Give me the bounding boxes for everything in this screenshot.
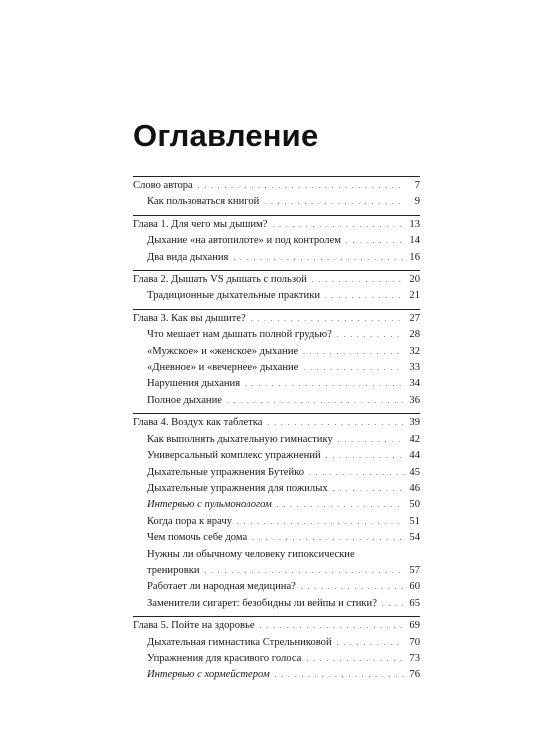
toc-page-number: 69 <box>409 620 420 632</box>
toc-entry-title: Два вида дыхания <box>147 251 229 263</box>
toc-section <box>133 616 420 684</box>
toc-entry-title: Традиционные дыхательные практики <box>147 290 321 302</box>
toc-section <box>133 413 420 612</box>
dot-leader <box>260 618 404 634</box>
dot-leader <box>337 327 404 343</box>
toc-page-number: 14 <box>409 235 420 247</box>
toc-entry-title: Полное дыхание <box>147 394 222 406</box>
dot-leader <box>301 579 404 595</box>
toc-entry-title: «Дневное» и «вечернее» дыхание <box>147 362 299 374</box>
toc-page-number: 60 <box>409 581 420 593</box>
toc-subentry[interactable] <box>133 233 420 249</box>
toc-page-number: 39 <box>409 417 420 429</box>
dot-leader <box>309 465 404 481</box>
dot-leader <box>233 250 404 266</box>
toc-subentry[interactable] <box>133 288 420 304</box>
toc-entry-title: Дыхательные упражнения для пожилых <box>147 482 328 494</box>
toc-entry-title: Интервью с пульмонологом <box>147 499 272 511</box>
dot-leader <box>252 530 404 546</box>
toc-page-number: 7 <box>414 180 420 191</box>
toc-entry-title: Интервью с хормейстером <box>147 669 270 681</box>
toc-page-number: 13 <box>409 218 420 230</box>
toc-subentry[interactable] <box>133 579 420 595</box>
toc-page-number: 21 <box>409 290 420 302</box>
toc-page-number: 33 <box>409 362 420 374</box>
toc-entry-title: Когда пора к врачу <box>147 515 233 527</box>
dot-leader <box>227 393 404 409</box>
table-of-contents <box>133 176 420 688</box>
toc-entry-title: Глава 3. Как вы дышите? <box>133 312 246 324</box>
toc-page-number: 36 <box>409 394 420 406</box>
dot-leader <box>245 376 404 392</box>
dot-leader <box>306 651 404 667</box>
toc-entry-title: Что мешает нам дышать полной грудью? <box>147 329 332 341</box>
dot-leader <box>338 432 404 448</box>
dot-leader <box>382 596 404 612</box>
toc-page-number: 76 <box>409 669 420 681</box>
toc-entry-title: Работает ли народная медицина? <box>147 581 296 593</box>
toc-entry-title: Универсальный комплекс упражнений <box>147 450 321 462</box>
toc-subentry[interactable] <box>133 667 420 683</box>
toc-page-number: 42 <box>409 433 420 445</box>
dot-leader <box>303 344 404 360</box>
toc-subentry[interactable] <box>133 651 420 667</box>
toc-entry-title: Как пользоваться книгой <box>147 196 260 208</box>
toc-chapter-entry[interactable] <box>133 217 420 233</box>
toc-page-number: 73 <box>409 652 420 664</box>
toc-subentry[interactable] <box>133 344 420 360</box>
dot-leader <box>277 497 404 513</box>
dot-leader <box>325 288 404 304</box>
toc-subentry[interactable] <box>133 563 420 579</box>
dot-leader <box>333 481 404 497</box>
dot-leader <box>312 272 404 288</box>
toc-entry-title: Слово автора <box>133 180 193 191</box>
toc-page-number: 46 <box>409 482 420 494</box>
dot-leader <box>303 360 404 376</box>
toc-page-number: 9 <box>414 196 420 208</box>
toc-entry-title: Нарушения дыхания <box>147 378 241 390</box>
toc-subentry[interactable] <box>133 360 420 376</box>
dot-leader <box>326 448 404 464</box>
toc-section <box>133 270 420 305</box>
dot-leader <box>198 178 404 194</box>
toc-chapter-entry[interactable] <box>133 311 420 327</box>
toc-entry-title: Глава 4. Воздух как таблетка <box>133 417 263 429</box>
toc-section <box>133 215 420 266</box>
toc-page-number: 20 <box>409 274 420 286</box>
dot-leader <box>264 194 404 210</box>
toc-page-number: 16 <box>409 251 420 263</box>
toc-subentry[interactable] <box>133 497 420 513</box>
toc-entry-title: Дыхательная гимнастика Стрельниковой <box>147 636 332 648</box>
toc-entry-title: Дыхательные упражнения Бутейко <box>147 466 305 478</box>
toc-page-number: 27 <box>409 312 420 324</box>
toc-entry-title: Дыхание «на автопилоте» и под контролем <box>147 235 341 247</box>
toc-page-number: 28 <box>409 329 420 341</box>
toc-section <box>133 176 420 211</box>
toc-subentry[interactable] <box>133 432 420 448</box>
toc-entry-title: Как выполнять дыхательную гимнастику <box>147 433 333 445</box>
toc-subentry[interactable] <box>133 250 420 266</box>
toc-page-number: 44 <box>409 450 420 462</box>
toc-subentry[interactable] <box>133 514 420 530</box>
toc-entry-title: Упражнения для красивого голоса <box>147 652 302 664</box>
toc-section <box>133 309 420 409</box>
toc-chapter-entry[interactable] <box>133 272 420 288</box>
toc-subentry[interactable] <box>133 635 420 651</box>
toc-page-number: 51 <box>409 515 420 527</box>
toc-entry-title: тренировки <box>147 564 200 576</box>
toc-page-number: 50 <box>409 499 420 511</box>
toc-page-number: 65 <box>409 597 420 609</box>
toc-subentry[interactable] <box>133 327 420 343</box>
toc-subentry[interactable] <box>133 596 420 612</box>
toc-subentry[interactable] <box>133 393 420 409</box>
toc-subentry[interactable] <box>133 376 420 392</box>
toc-subentry[interactable] <box>133 194 420 210</box>
toc-page-number: 45 <box>409 466 420 478</box>
toc-chapter-entry[interactable] <box>133 618 420 634</box>
dot-leader <box>251 311 404 327</box>
toc-subentry[interactable] <box>133 481 420 497</box>
toc-page-number: 54 <box>409 532 420 544</box>
toc-chapter-entry[interactable] <box>133 415 420 431</box>
toc-entry-title: Нужны ли обычному человеку гипоксические <box>147 548 355 560</box>
dot-leader <box>337 635 404 651</box>
toc-page-number: 32 <box>409 345 420 357</box>
toc-page-number: 57 <box>409 564 420 576</box>
toc-subentry[interactable] <box>133 465 420 481</box>
toc-entry-title: Чем помочь себе дома <box>147 532 248 544</box>
toc-subentry[interactable] <box>133 448 420 464</box>
toc-entry-title: Заменители сигарет: безобидны ли вейпы и стики? <box>147 597 377 609</box>
dot-leader <box>346 233 404 249</box>
toc-page-number: 70 <box>409 636 420 648</box>
dot-leader <box>237 514 404 530</box>
toc-entry-title: «Мужское» и «женское» дыхание <box>147 345 299 357</box>
toc-subentry[interactable] <box>133 530 420 546</box>
dot-leader <box>272 217 404 233</box>
toc-entry-title: Глава 1. Для чего мы дышим? <box>133 218 268 230</box>
dot-leader <box>275 667 404 683</box>
dot-leader <box>268 415 405 431</box>
toc-page-number: 34 <box>409 378 420 390</box>
toc-entry-title: Глава 5. Пойте на здоровье <box>133 620 255 632</box>
toc-entry-title: Глава 2. Дышать VS дышать с пользой <box>133 274 307 286</box>
toc-chapter-entry[interactable] <box>133 178 420 194</box>
page-title: Оглавление <box>133 118 319 153</box>
dot-leader <box>205 563 404 579</box>
toc-subentry[interactable] <box>133 547 420 563</box>
